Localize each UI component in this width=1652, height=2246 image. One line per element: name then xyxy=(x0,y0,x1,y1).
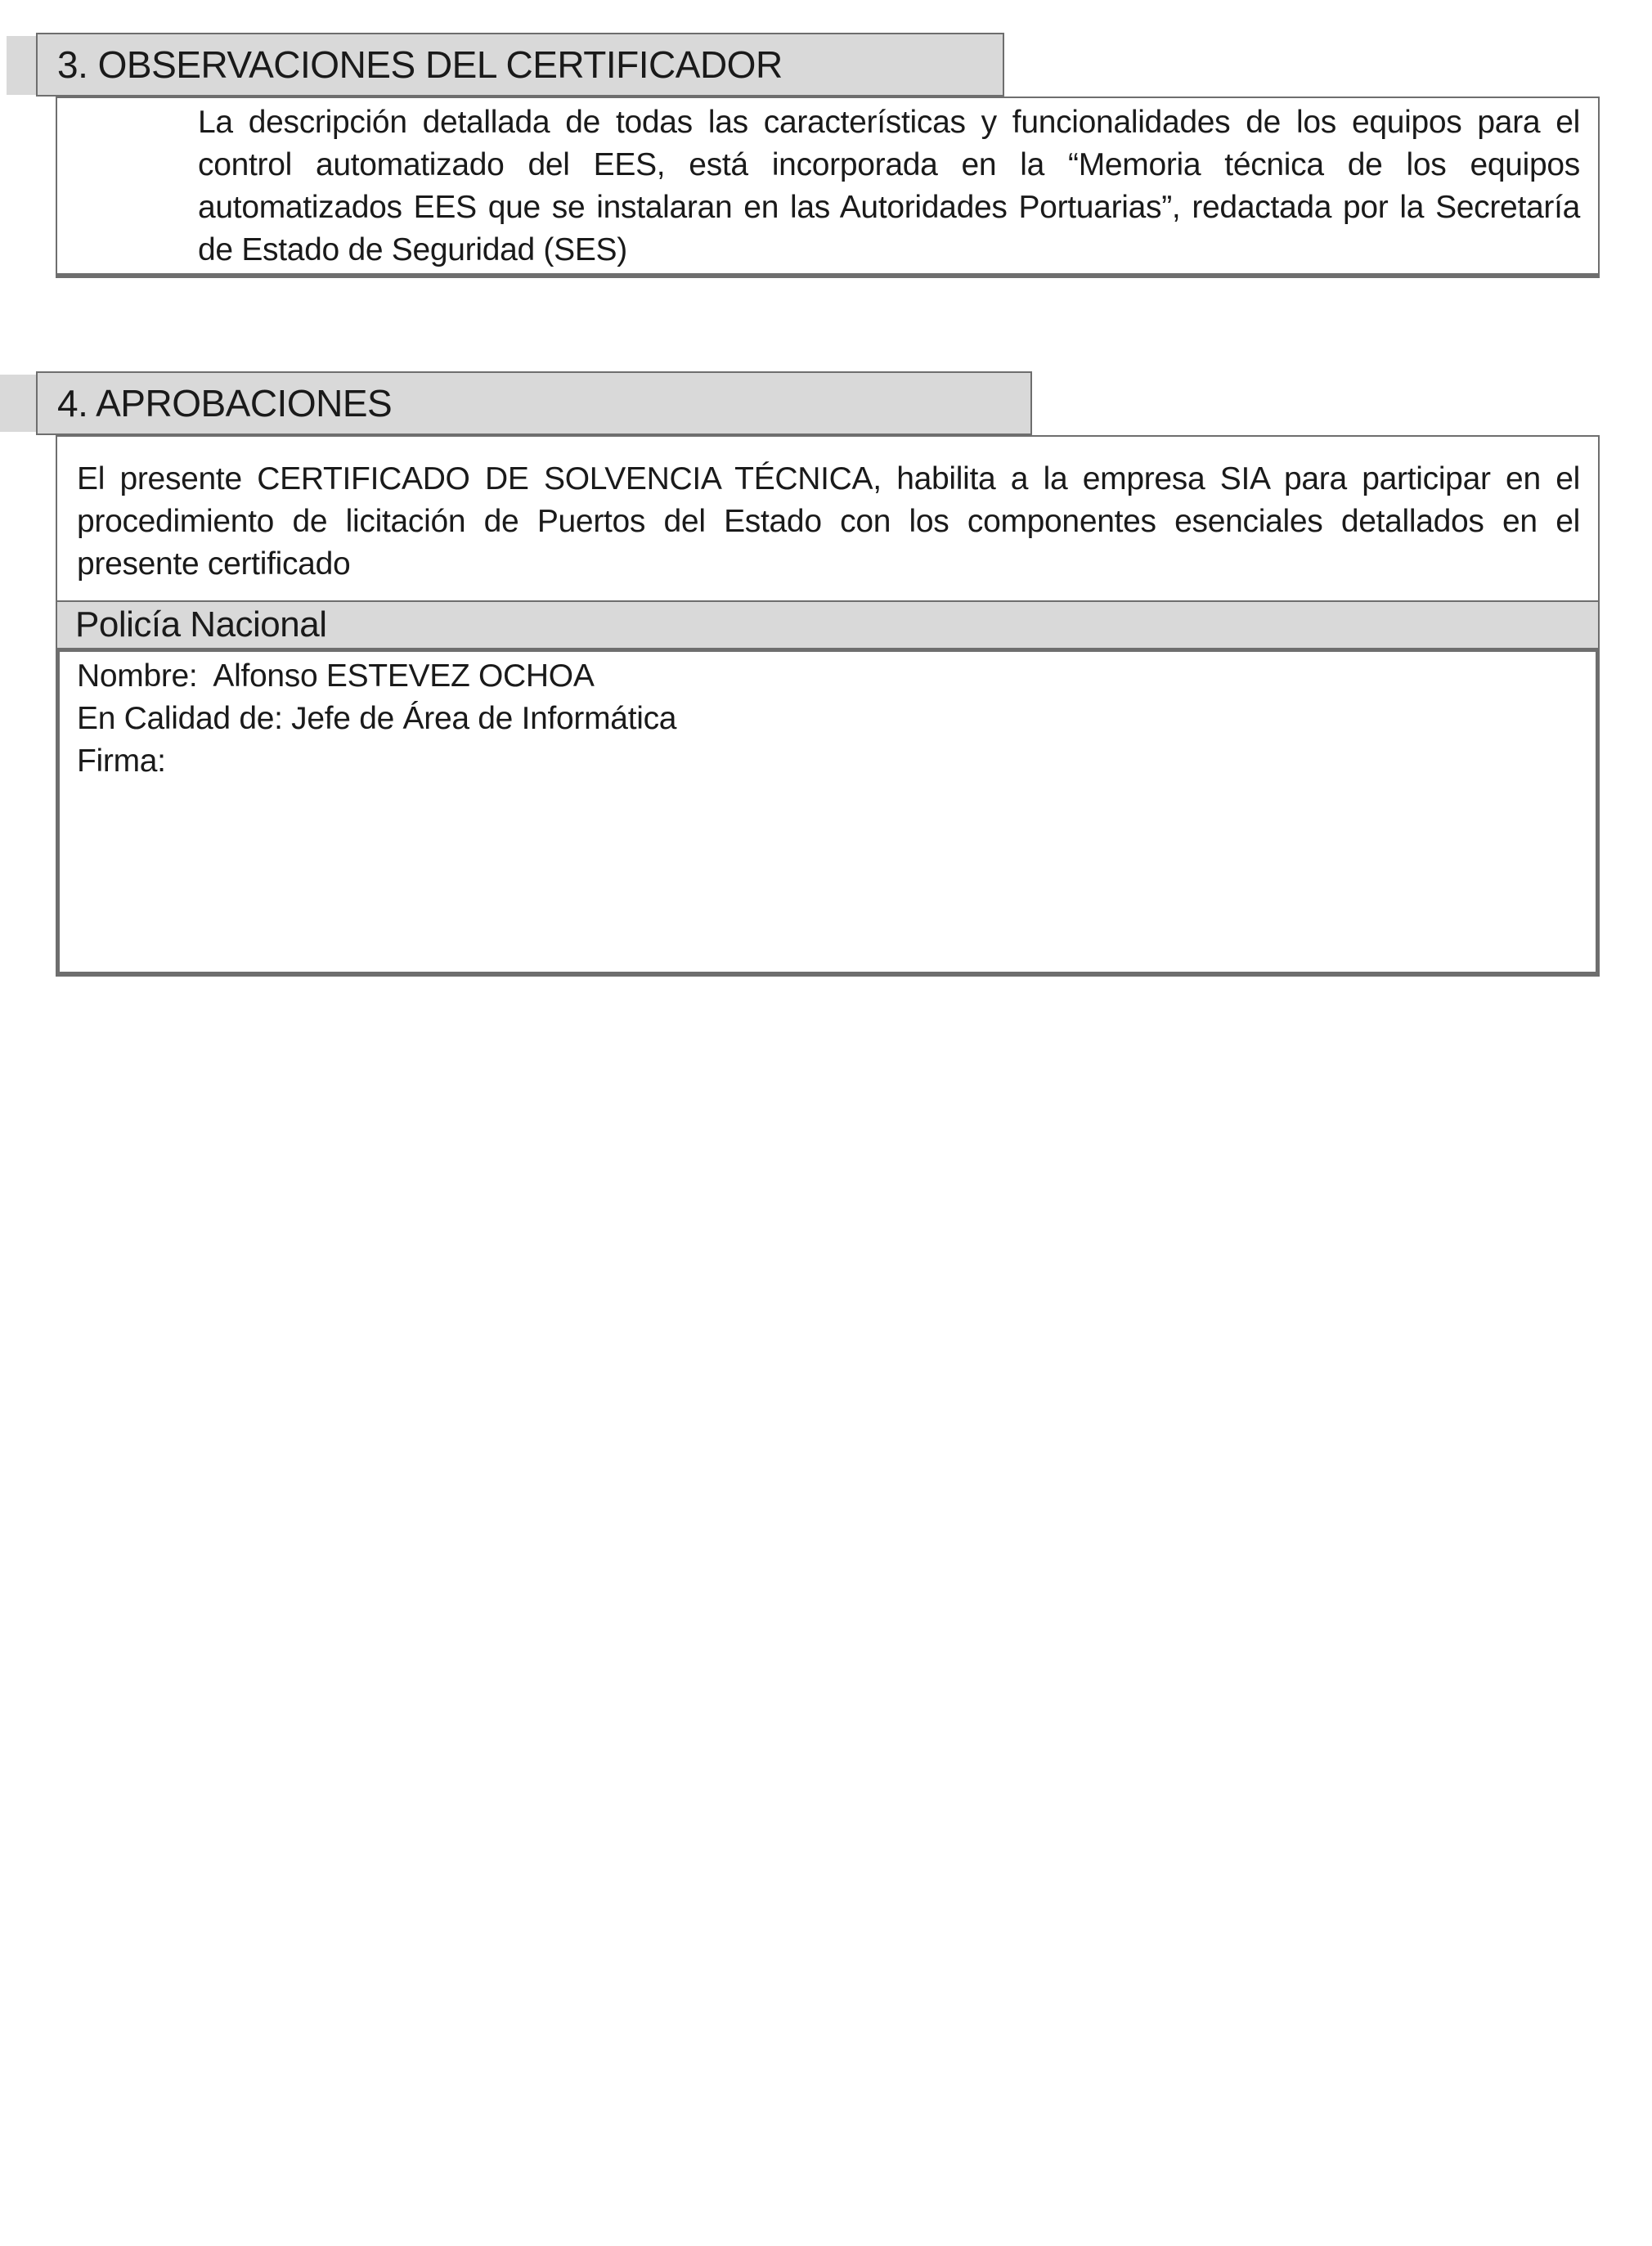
section-4-tab-stub xyxy=(0,375,41,432)
section-3-box xyxy=(56,97,1600,278)
section-4-title: 4. APROBACIONES xyxy=(57,382,393,424)
signature-label: Firma: xyxy=(77,743,166,779)
section-4-body: El presente CERTIFICADO DE SOLVENCIA TÉCNICA, habilita a la empresa SIA para participar en el procedimiento de licitación de Puertos del Estado con los componentes esenciales detallados en el presente certificado xyxy=(77,461,1580,582)
signatory-organization-header xyxy=(57,600,1598,649)
section-3-header xyxy=(36,33,1004,97)
section-4-header xyxy=(36,371,1032,435)
section-3-tab-stub xyxy=(7,36,39,95)
signature-block xyxy=(57,649,1598,973)
section-3-body: La descripción detallada de todas las características y funcionalidades de los equipos para el control automatizado del EES, está incorporada en la “Memoria técnica de los equipos automatizados EES que se instalaran en las Autoridades Portuarias”, redactada por la Secretaría de Estado de Seguridad (SES) xyxy=(198,105,1580,267)
section-3-title: 3. OBSERVACIONES DEL CERTIFICADOR xyxy=(57,43,783,86)
signatory-organization: Policía Nacional xyxy=(75,604,327,645)
signatory-name: Nombre: Alfonso ESTEVEZ OCHOA xyxy=(77,658,595,694)
section-4-box xyxy=(56,435,1600,977)
signatory-role: En Calidad de: Jefe de Área de Informática xyxy=(77,701,677,736)
